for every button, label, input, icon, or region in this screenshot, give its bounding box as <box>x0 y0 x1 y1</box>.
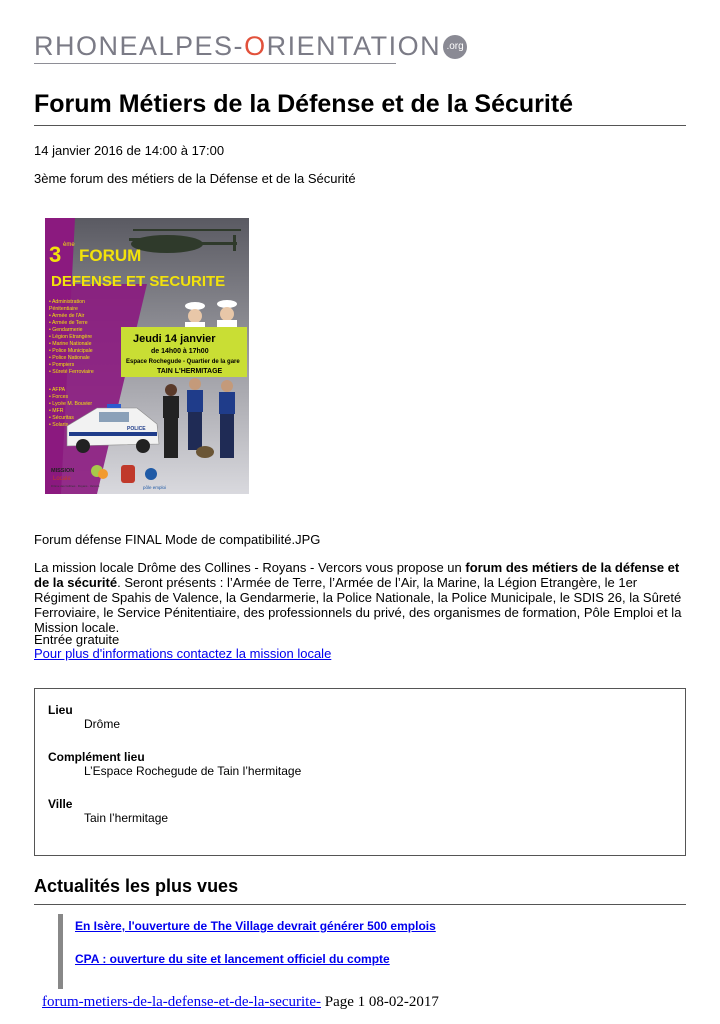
footer-page-link[interactable]: forum-metiers-de-la-defense-et-de-la-securite- <box>42 994 322 1010</box>
svg-text:• Police Nationale: • Police Nationale <box>49 355 90 361</box>
title-divider <box>34 125 686 126</box>
contact-mission-locale-link[interactable]: Pour plus d'informations contactez la mission locale <box>34 646 332 661</box>
news-list-bar <box>58 914 63 989</box>
ville-value: Tain l’hermitage <box>84 811 169 825</box>
event-details-box <box>34 688 686 856</box>
complement-lieu-value: L’Espace Rochegude de Tain l’hermitage <box>84 764 302 778</box>
svg-text:de 14h00 à 17h00: de 14h00 à 17h00 <box>151 348 209 355</box>
svg-text:POLICE: POLICE <box>127 426 146 432</box>
footer-page-info: Page 1 08-02-2017 <box>321 994 439 1010</box>
svg-text:MISSION: MISSION <box>51 468 75 474</box>
svg-text:• Gendarmerie: • Gendarmerie <box>49 327 83 333</box>
svg-text:• Lycée M. Bouvier: • Lycée M. Bouvier <box>49 401 93 407</box>
image-caption: Forum défense FINAL Mode de compatibilité.JPG <box>34 532 321 547</box>
lieu-label: Lieu <box>48 703 73 717</box>
logo-underline <box>34 63 396 64</box>
section-divider <box>34 904 686 905</box>
event-description: La mission locale Drôme des Collines - Royans - Vercors vous propose un forum des métiers de la défense et de la sécurité. Seront présents : l’Armée de Terre, l’Armée de l’Air, la Marine, la Légion Etrangère, le 1er Régiment de Spahis de Valence, la Gendarmerie, la Police Nationale, la Police Municipale, le SDIS 26, la Sûreté Ferroviaire, le Service Pénitentiaire, des professionnels du privé, des organismes de formation, Pôle Emploi et la Mission locale. <box>34 560 682 635</box>
svg-text:• Administration: • Administration <box>49 299 85 305</box>
event-poster-image <box>37 200 257 516</box>
svg-text:• Forces: • Forces <box>49 394 69 400</box>
site-logo[interactable] <box>34 30 464 62</box>
svg-text:Jeudi 14 janvier: Jeudi 14 janvier <box>133 333 216 345</box>
complement-lieu-label: Complément lieu <box>48 750 145 764</box>
page-title: Forum Métiers de la Défense et de la Sécurité <box>34 90 574 118</box>
description-emphasis: forum des métiers de la défense et de la sécurité <box>34 560 680 590</box>
svg-text:• Sécuritas: • Sécuritas <box>49 415 74 421</box>
svg-text:ème: ème <box>63 242 75 248</box>
police-officers-figure <box>163 378 235 458</box>
logo-wordmark: RHONEALPES-ORIENTATION .org <box>34 30 404 62</box>
lieu-value: Drôme <box>84 717 121 731</box>
svg-text:• Marine Nationale: • Marine Nationale <box>49 341 92 347</box>
logo-org-badge: .org <box>443 35 467 59</box>
news-link-cpa[interactable]: CPA : ouverture du site et lancement officiel du compte <box>75 952 390 966</box>
event-subtitle: 3ème forum des métiers de la Défense et de la Sécurité <box>34 171 356 186</box>
svg-text:• Armée de l'Air: • Armée de l'Air <box>49 313 85 319</box>
svg-text:Pénitentiaire: Pénitentiaire <box>49 306 78 312</box>
svg-text:pôle emploi: pôle emploi <box>143 485 167 490</box>
entry-info: Entrée gratuite <box>34 632 120 647</box>
svg-text:TAIN L'HERMITAGE: TAIN L'HERMITAGE <box>157 368 223 375</box>
svg-text:3: 3 <box>49 242 62 267</box>
popular-news-title: Actualités les plus vues <box>34 876 239 896</box>
crest-icon <box>121 465 135 483</box>
news-link-the-village[interactable]: En Isère, l'ouverture de The Village devrait générer 500 emplois <box>75 919 436 933</box>
svg-text:• Pompiers: • Pompiers <box>49 362 75 368</box>
event-date: 14 janvier 2016 de 14:00 à 17:00 <box>34 143 225 158</box>
svg-text:• Armée de Terre: • Armée de Terre <box>49 320 88 326</box>
svg-text:FORUM: FORUM <box>79 246 142 265</box>
svg-text:Drôme des Collines · Royans ·: Drôme des Collines · Royans · Vercors <box>51 484 100 488</box>
svg-text:Espace Rochegude - Quartier de: Espace Rochegude - Quartier de la gare <box>126 359 240 365</box>
pole-emploi-logo-icon <box>145 468 157 480</box>
svg-text:• Police Municipale: • Police Municipale <box>49 348 93 354</box>
svg-text:• AFPA: • AFPA <box>49 387 66 393</box>
svg-text:• Légion Etrangère: • Légion Etrangère <box>49 334 93 340</box>
svg-text:• MFR: • MFR <box>49 408 64 414</box>
page-footer <box>42 994 439 1011</box>
svg-text:• Solaris: • Solaris <box>49 422 69 428</box>
ville-label: Ville <box>48 797 73 811</box>
svg-text:Locale: Locale <box>53 476 71 482</box>
svg-text:• Sûreté Ferroviaire: • Sûreté Ferroviaire <box>49 369 94 375</box>
svg-text:DEFENSE ET SECURITE: DEFENSE ET SECURITE <box>51 273 226 290</box>
